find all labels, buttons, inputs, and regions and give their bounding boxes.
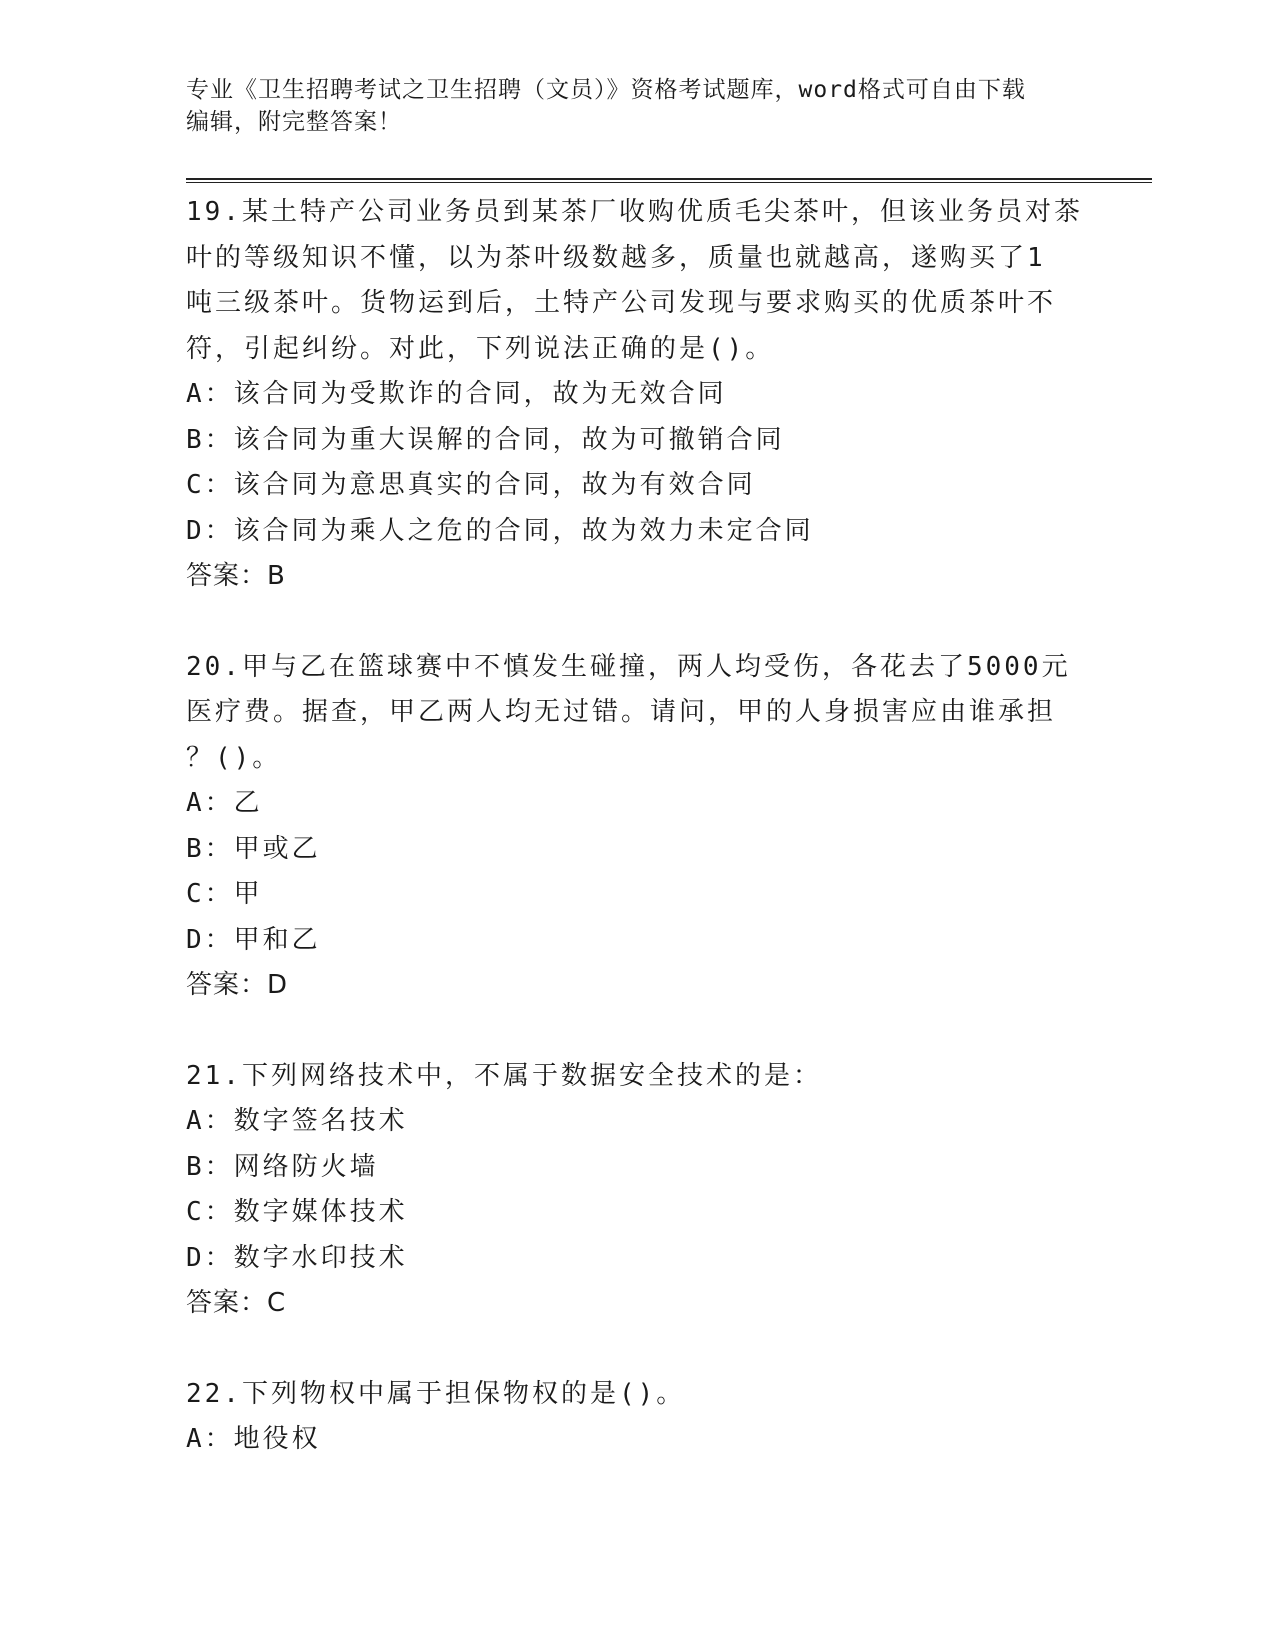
header-line-2: 编辑，附完整答案！ xyxy=(186,109,402,135)
question-stem-line: 22.下列物权中属于担保物权的是()。 xyxy=(186,1378,686,1409)
option-a: A：乙 xyxy=(186,788,263,818)
option-a: A：该合同为受欺诈的合同，故为无效合同 xyxy=(186,379,727,409)
answer: 答案：C xyxy=(186,1288,287,1318)
answer: 答案：D xyxy=(186,970,289,1000)
question-spacer xyxy=(186,600,1086,645)
answer: 答案：B xyxy=(186,561,286,591)
option-d: D：甲和乙 xyxy=(186,924,321,955)
option-d: D：数字水印技术 xyxy=(186,1242,408,1273)
option-c: C：甲 xyxy=(186,879,263,909)
option-c: C：该合同为意思真实的合同，故为有效合同 xyxy=(186,470,756,500)
option-c: C：数字媒体技术 xyxy=(186,1197,408,1227)
option-b: B：网络防火墙 xyxy=(186,1151,379,1182)
question-21 xyxy=(186,1054,1086,1327)
question-stem-line: 20.甲与乙在篮球赛中不慎发生碰撞，两人均受伤，各花去了5000元 xyxy=(186,651,1071,682)
question-22 xyxy=(186,1372,1086,1463)
question-19 xyxy=(186,190,1086,600)
question-stem-line: ？()。 xyxy=(186,742,282,773)
option-d: D：该合同为乘人之危的合同，故为效力未定合同 xyxy=(186,515,814,546)
option-a: A：地役权 xyxy=(186,1424,321,1454)
option-b: B：该合同为重大误解的合同，故为可撤销合同 xyxy=(186,424,785,455)
question-stem-line: 医疗费。据查，甲乙两人均无过错。请问，甲的人身损害应由谁承担 xyxy=(186,697,1057,727)
option-b: B：甲或乙 xyxy=(186,833,321,864)
question-stem-line: 19.某土特产公司业务员到某茶厂收购优质毛尖茶叶，但该业务员对茶 xyxy=(186,197,1083,227)
header-divider-thick xyxy=(186,178,1152,180)
question-20 xyxy=(186,645,1086,1009)
option-a: A：数字签名技术 xyxy=(186,1106,408,1136)
question-stem-line: 21.下列网络技术中，不属于数据安全技术的是： xyxy=(186,1060,822,1091)
question-stem-line: 符，引起纠纷。对此，下列说法正确的是()。 xyxy=(186,333,775,364)
header-line-1: 专业《卫生招聘考试之卫生招聘（文员）》资格考试题库，word格式可自由下载 xyxy=(186,77,1026,103)
question-spacer xyxy=(186,1327,1086,1372)
document-header xyxy=(186,74,1066,138)
header-divider-thin xyxy=(186,182,1152,183)
question-list xyxy=(186,190,1086,1463)
question-stem-line: 叶的等级知识不懂，以为茶叶级数越多，质量也就越高，遂购买了1 xyxy=(186,242,1046,273)
question-spacer xyxy=(186,1009,1086,1054)
question-stem-line: 吨三级茶叶。货物运到后，土特产公司发现与要求购买的优质茶叶不 xyxy=(186,288,1057,318)
